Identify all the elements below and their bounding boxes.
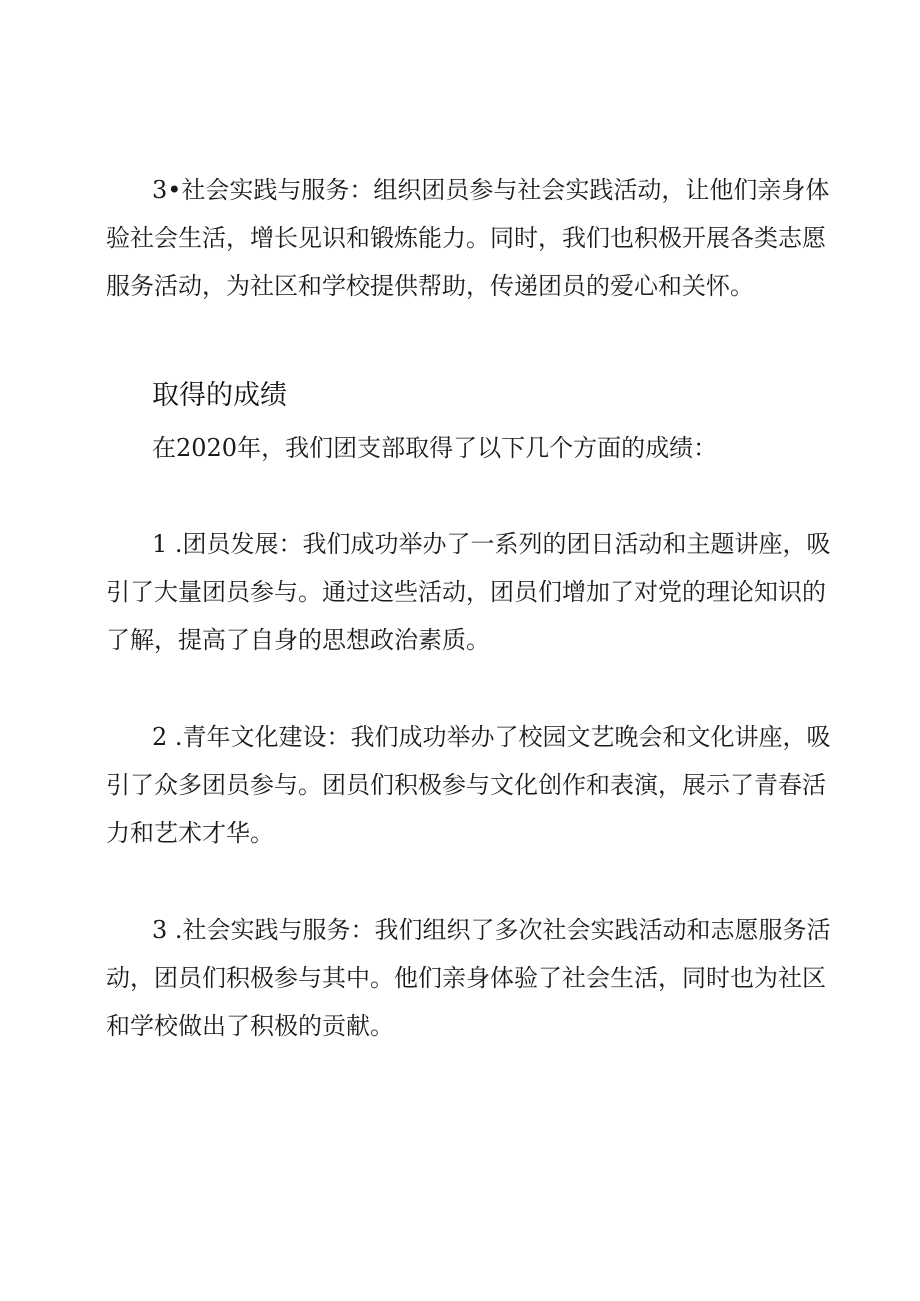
summary-paragraph: 在2020年，我们团支部取得了以下几个方面的成绩：	[152, 434, 718, 462]
achievement-item: 1 .团员发展：我们成功举办了一系列的团日活动和主题讲座，吸引了大量团员参与。通过这些活动，团员们增加了对党的理论知识的了解，提高了自身的思想政治素质。	[106, 530, 831, 654]
achievement-item: 3 .社会实践与服务：我们组织了多次社会实践活动和志愿服务活动，团员们积极参与其中。他们亲身体验了社会生活，同时也为社区和学校做出了积极的贡献。	[106, 916, 831, 1040]
paragraph-social-practice: 3•社会实践与服务：组织团员参与社会实践活动，让他们亲身体验社会生活，增长见识和锻炼能力。同时，我们也积极开展各类志愿服务活动，为社区和学校提供帮助，传递团员的爱心和关怀。	[106, 176, 830, 300]
achievement-item: 2 .青年文化建设：我们成功举办了校园文艺晚会和文化讲座，吸引了众多团员参与。团员们积极参与文化创作和表演，展示了青春活力和艺术才华。	[106, 723, 831, 847]
section-heading: 取得的成绩	[152, 380, 287, 411]
